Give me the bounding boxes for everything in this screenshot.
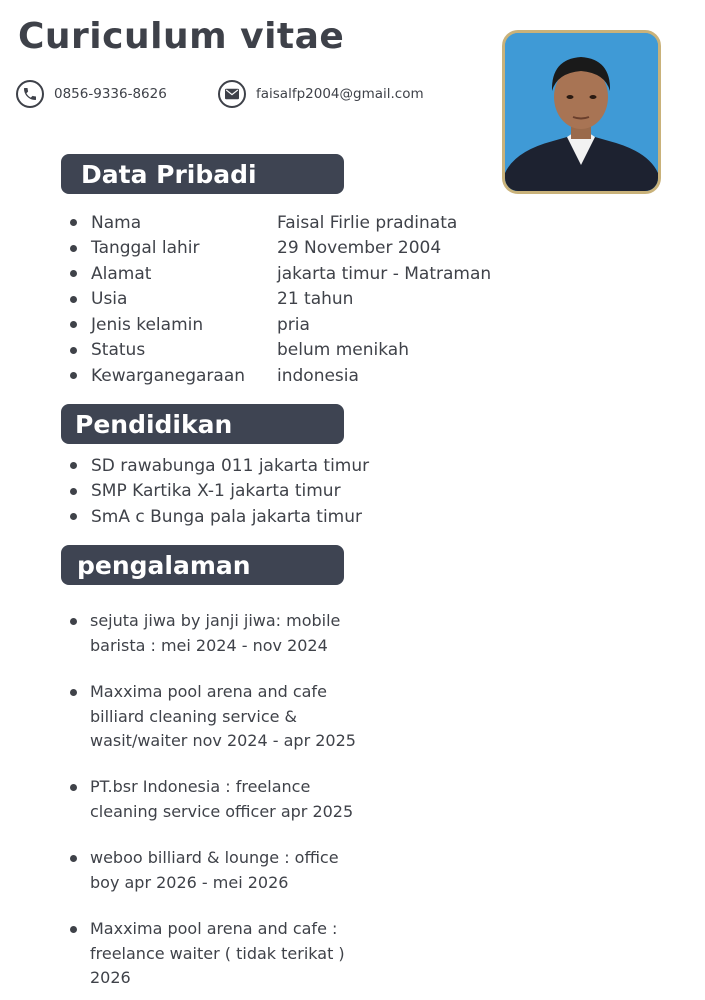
education-entry: SmA c Bunga pala jakarta timur bbox=[91, 506, 363, 527]
experience-line: sejuta jiwa by janji jiwa: mobile bbox=[90, 611, 341, 630]
experience-line: 2026 bbox=[90, 968, 131, 987]
list-item bbox=[70, 210, 530, 236]
experience-line: barista : mei 2024 - nov 2024 bbox=[90, 635, 328, 655]
bullet bbox=[70, 855, 77, 862]
bullet bbox=[70, 462, 77, 469]
list-item bbox=[70, 504, 530, 530]
field-value: pria bbox=[277, 314, 310, 335]
experience-text bbox=[90, 917, 345, 991]
bullet bbox=[70, 347, 77, 354]
education-list bbox=[70, 453, 530, 530]
section-heading-data-pribadi: Data Pribadi bbox=[61, 154, 344, 194]
education-entry: SMP Kartika X-1 jakarta timur bbox=[91, 481, 341, 502]
list-item bbox=[70, 338, 530, 364]
experience-line: wasit/waiter nov 2024 - apr 2025 bbox=[90, 731, 356, 750]
bullet bbox=[70, 618, 77, 625]
field-label: Nama bbox=[91, 212, 142, 233]
experience-item bbox=[70, 917, 400, 991]
list-item bbox=[70, 363, 530, 389]
experience-line: boy apr 2026 - mei 2026 bbox=[90, 872, 289, 892]
field-value: indonesia bbox=[277, 365, 359, 386]
personal-data-list bbox=[70, 210, 530, 389]
email-contact bbox=[218, 80, 424, 108]
bullet bbox=[70, 321, 77, 328]
experience-line: PT.bsr Indonesia : freelance bbox=[90, 777, 311, 796]
bullet bbox=[70, 219, 77, 226]
experience-text bbox=[90, 609, 340, 658]
section-heading-pengalaman: pengalaman bbox=[61, 545, 344, 585]
field-value: 29 November 2004 bbox=[277, 238, 442, 259]
list-item bbox=[70, 312, 530, 338]
phone-number: 0856-9336-8626 bbox=[54, 86, 167, 102]
page-title: Curiculum vitae bbox=[18, 16, 345, 57]
experience-line: weboo billiard & lounge : office bbox=[90, 848, 339, 867]
section-heading-pendidikan: Pendidikan bbox=[61, 404, 344, 444]
bullet bbox=[70, 689, 77, 696]
education-entry: SD rawabunga 011 jakarta timur bbox=[91, 455, 370, 476]
list-item bbox=[70, 236, 530, 262]
email-address: faisalfp2004@gmail.com bbox=[256, 86, 424, 102]
field-value: belum menikah bbox=[277, 340, 409, 361]
experience-item bbox=[70, 680, 400, 754]
experience-item bbox=[70, 609, 400, 658]
list-item bbox=[70, 479, 530, 505]
list-item bbox=[70, 287, 530, 313]
bullet bbox=[70, 372, 77, 379]
bullet bbox=[70, 784, 77, 791]
phone-contact bbox=[16, 80, 167, 108]
field-value: jakarta timur - Matraman bbox=[277, 263, 492, 284]
bullet bbox=[70, 296, 77, 303]
bullet bbox=[70, 245, 77, 252]
experience-line: freelance waiter ( tidak terikat ) bbox=[90, 943, 345, 963]
experience-text bbox=[90, 775, 353, 824]
field-label: Kewarganegaraan bbox=[91, 365, 246, 386]
bullet bbox=[70, 270, 77, 277]
field-label: Status bbox=[91, 340, 146, 361]
profile-photo bbox=[502, 30, 661, 194]
list-item bbox=[70, 261, 530, 287]
bullet bbox=[70, 926, 77, 933]
experience-text bbox=[90, 680, 356, 754]
experience-line: billiard cleaning service & bbox=[90, 706, 298, 726]
phone-icon bbox=[16, 80, 44, 108]
experience-line: cleaning service officer apr 2025 bbox=[90, 801, 354, 821]
list-item bbox=[70, 453, 530, 479]
mail-icon bbox=[218, 80, 246, 108]
experience-line: Maxxima pool arena and cafe bbox=[90, 682, 327, 701]
field-value: Faisal Firlie pradinata bbox=[277, 212, 458, 233]
bullet bbox=[70, 488, 77, 495]
field-label: Jenis kelamin bbox=[91, 314, 204, 335]
field-label: Usia bbox=[91, 289, 128, 310]
experience-item bbox=[70, 846, 400, 895]
experience-text bbox=[90, 846, 339, 895]
field-value: 21 tahun bbox=[277, 289, 354, 310]
field-label: Alamat bbox=[91, 263, 152, 284]
field-label: Tanggal lahir bbox=[91, 238, 200, 259]
experience-line: Maxxima pool arena and cafe : bbox=[90, 919, 338, 938]
experience-item bbox=[70, 775, 400, 824]
bullet bbox=[70, 513, 77, 520]
